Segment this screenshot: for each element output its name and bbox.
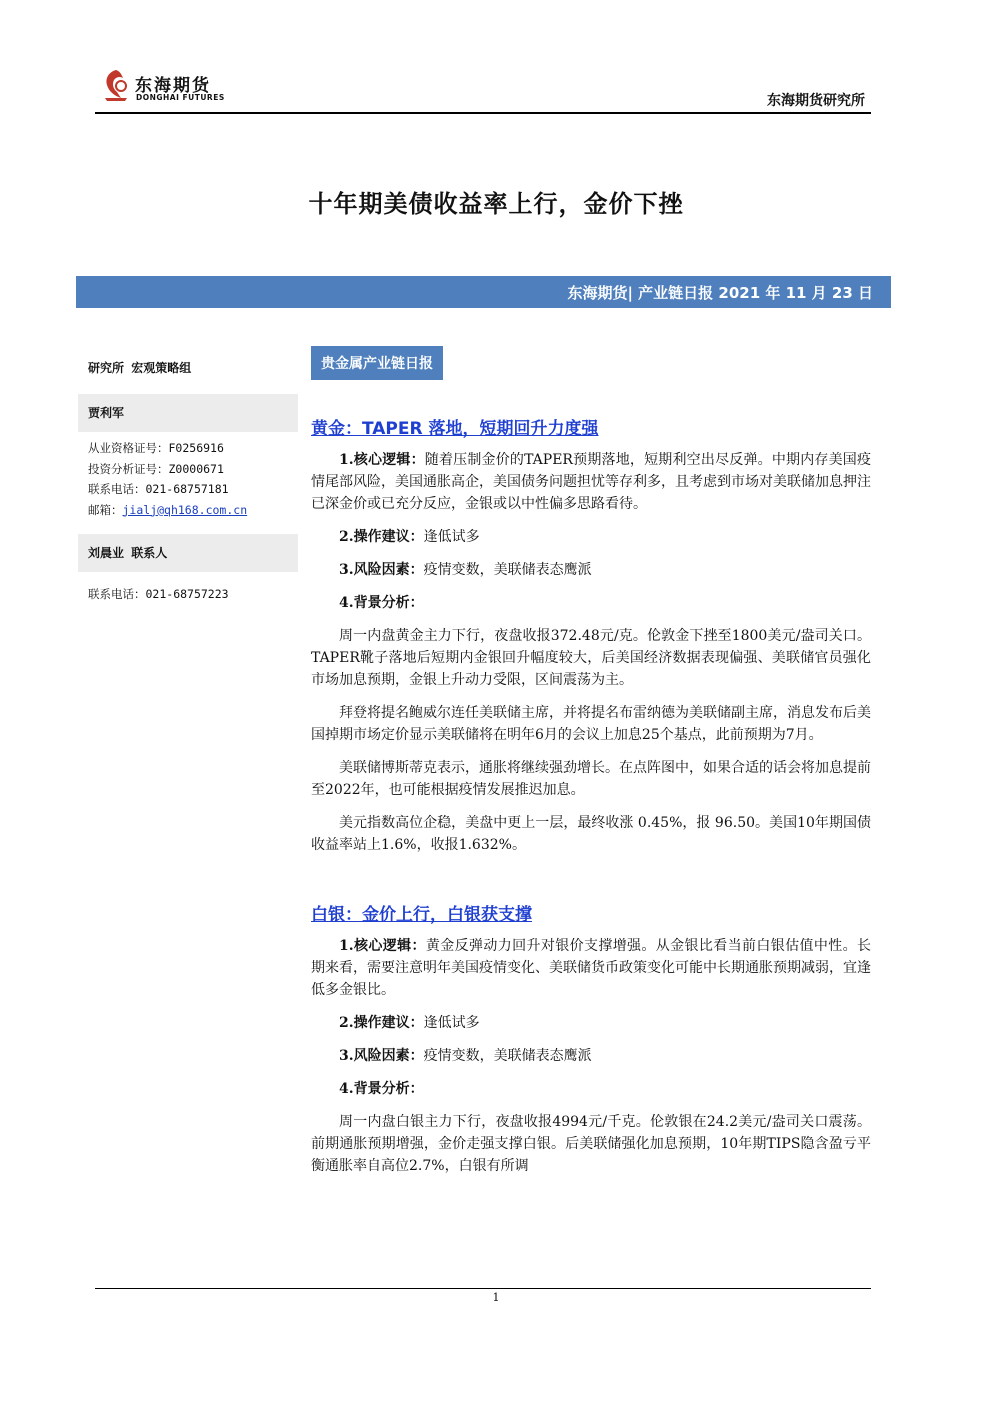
gold-bg-para-2: 拜登将提名鲍威尔连任美联储主席，并将提名布雷纳德为美联储副主席，消息发布后美国掉期市场定价显示美联储将在明年6月的会议上加息25个基点，此前预期为7月。: [311, 705, 871, 743]
email-link[interactable]: jialj@qh168.com.cn: [122, 502, 248, 517]
analyst2-name: 刘晨业 联系人: [78, 534, 298, 572]
report-title: 十年期美债收益率上行，金价下挫: [308, 189, 684, 218]
silver-bg-label-row: [311, 1078, 871, 1100]
analyst1-email-row: [78, 500, 298, 521]
silver-bg-label: 4.背景分析：: [339, 1081, 424, 1097]
section-tag: 贵金属产业链日报: [311, 346, 443, 380]
gold-bg-label: 4.背景分析：: [339, 595, 424, 611]
gold-risk-text: 疫情变数，美联储表态鹰派: [423, 562, 592, 578]
gold-logic-label: 1.核心逻辑：: [339, 452, 425, 468]
logo-cn-text: 东海期货: [135, 76, 211, 96]
logo-en-text: DONGHAI FUTURES: [136, 93, 225, 102]
silver-heading[interactable]: 白银：金价上行，白银获支撑: [311, 905, 532, 925]
analyst1-name: 贾利军: [78, 394, 298, 432]
silver-op-text: 逢低试多: [423, 1015, 480, 1031]
analyst2-phone: 联系电话：021-68757223: [88, 587, 229, 601]
gold-bg-para-1: 周一内盘黄金主力下行，夜盘收报372.48元/克。伦敦金下挫至1800美元/盎司关口。TAPER靴子落地后短期内金银回升幅度较大，后美国经济数据表现偏强、美联储官员强化市场加息预期，金银上升动力受限，区间震荡为主。: [311, 628, 871, 688]
page-number: 1: [492, 1291, 500, 1304]
silver-risk-text: 疫情变数，美联储表态鹰派: [423, 1048, 592, 1064]
gold-risk-label: 3.风险因素：: [339, 562, 424, 578]
donghai-logo: [95, 62, 235, 106]
banner-text: 东海期货| 产业链日报 2021 年 11 月 23 日: [567, 284, 873, 302]
analyst1-invest-license: 投资分析证号：Z0000671: [88, 461, 224, 476]
analyst1-phone: 联系电话：021-68757181: [88, 482, 229, 496]
gold-op-text: 逢低试多: [423, 529, 480, 545]
gold-logic: [311, 449, 871, 515]
report-banner: [76, 276, 891, 308]
footer-divider: [95, 1288, 871, 1289]
report-body: [311, 346, 871, 1177]
gold-bg-label-row: [311, 592, 871, 614]
silver-risk: [311, 1045, 871, 1067]
org-label: 东海期货研究所: [767, 93, 865, 109]
gold-risk: [311, 559, 871, 581]
gold-heading[interactable]: 黄金：TAPER 落地，短期回升力度强: [311, 419, 599, 439]
silver-logic-text: 黄金反弹动力回升对银价支撑增强。从金银比看当前白银估值中性。长期来看，需要注意明年美国疫情变化、美联储货币政策变化可能中长期通胀预期减弱，宜逢低多金银比。: [311, 938, 872, 998]
page-header: [95, 62, 871, 114]
gold-op: [311, 526, 871, 548]
silver-risk-label: 3.风险因素：: [339, 1048, 424, 1064]
silver-bg-para-1: 周一内盘白银主力下行，夜盘收报4994元/千克。伦敦银在24.2美元/盎司关口震荡。前期通胀预期增强，金价走强支撑白银。后美联储强化加息预期，10年期TIPS隐含盈亏平衡通胀率自高位2.7%，白银有所调: [311, 1114, 871, 1174]
author-sidebar: [78, 350, 298, 605]
gold-op-label: 2.操作建议：: [339, 529, 424, 545]
email-label: 邮箱：: [88, 502, 123, 517]
dragon-logo-icon: [101, 68, 131, 102]
silver-logic: [311, 935, 871, 1001]
gold-bg-para-4: 美元指数高位企稳，美盘中更上一层，最终收涨 0.45%，报 96.50。美国10年期国债收益率站上1.6%，收报1.632%。: [311, 815, 871, 853]
analyst1-license: 从业资格证号：F0256916: [88, 441, 224, 455]
silver-op-label: 2.操作建议：: [339, 1015, 424, 1031]
silver-logic-label: 1.核心逻辑：: [339, 938, 426, 954]
header-divider: [95, 112, 871, 114]
gold-logic-text: 随着压制金价的TAPER预期落地，短期利空出尽反弹。中期内存美国疫情尾部风险，美国通胀高企，美国债务问题担忧等存利多，且考虑到市场对美联储加息押注已深金价或已充分反应，金银或以中性偏多思路看待。: [311, 452, 871, 512]
silver-op: [311, 1012, 871, 1034]
gold-bg-para-3: 美联储博斯蒂克表示，通胀将继续强劲增长。在点阵图中，如果合适的话会将加息提前至2022年，也可能根据疫情发展推迟加息。: [311, 760, 871, 798]
dept-label: 研究所 宏观策略组: [88, 361, 192, 375]
